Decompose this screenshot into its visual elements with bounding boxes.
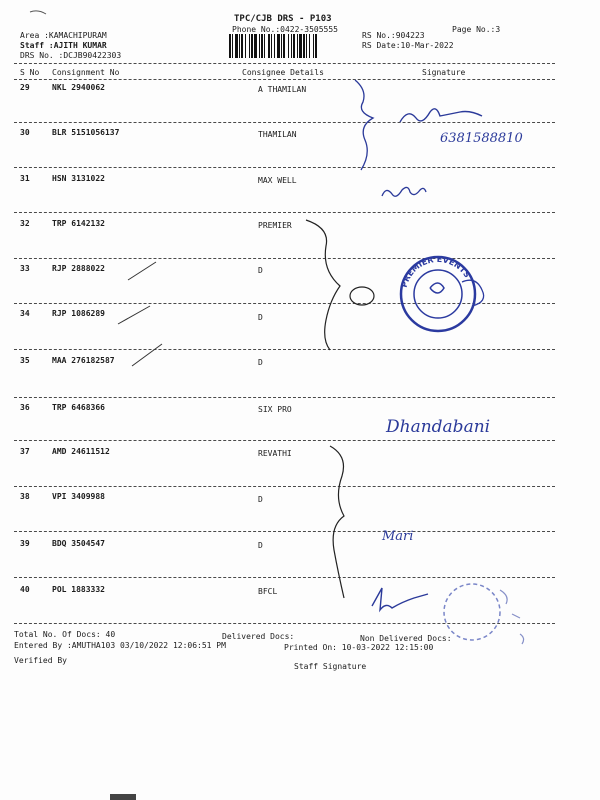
area-field: Area :KAMACHIPURAM [20,31,107,40]
brace-mark [330,446,344,598]
row-34-consignee: D [258,313,263,322]
row-33-consignee: D [258,266,263,275]
verified-by: Verified By [14,656,67,665]
rs-number: RS No.:904223 [362,31,425,40]
staff-field: Staff :AJITH KUMAR [20,41,107,50]
brace-mark [306,220,340,350]
row-32-consignee: PREMIER [258,221,292,230]
row-37-sno: 37 [20,447,30,456]
row-39-consignee: D [258,541,263,550]
scan-smudge [110,794,136,800]
handwritten-name-row-36: Dhandabani [386,417,491,437]
row-39-consignment: BDQ 3504547 [52,539,105,548]
column-consignment: Consignment No [52,68,120,77]
row-34-consignment: RJP 1086289 [52,309,105,318]
row-30-consignment: BLR 5151056137 [52,128,120,137]
row-34-sno: 34 [20,309,30,318]
row-36-consignee: SIX PRO [258,405,292,414]
rs-date: RS Date:10-Mar-2022 [362,41,454,50]
row-33-consignment: RJP 2888022 [52,264,105,273]
row-35-sno: 35 [20,356,30,365]
page-number: Page No.:3 [452,25,501,34]
non-delivered-docs: Non Delivered Docs: [360,634,452,643]
row-35-consignment: MAA 276182587 [52,356,115,365]
column-sno: S No [20,68,40,77]
phone-number: Phone No.:0422-3505555 [232,25,338,34]
company-stamp [400,255,484,331]
column-signature: Signature [422,68,466,77]
entered-by: Entered By :AMUTHA103 03/10/2022 12:06:51 PM [14,641,226,650]
document-title: TPC/CJB DRS - P103 [234,14,332,24]
row-33-sno: 33 [20,264,30,273]
row-30-sno: 30 [20,128,30,137]
row-38-sno: 38 [20,492,30,501]
row-30-consignee: THAMILAN [258,130,297,139]
row-36-consignment: TRP 6468366 [52,403,105,412]
brace-mark [355,80,373,170]
row-39-sno: 39 [20,539,30,548]
row-40-sno: 40 [20,585,30,594]
staff-signature-label: Staff Signature [294,662,367,671]
row-31-consignee: MAX WELL [258,176,297,185]
row-32-sno: 32 [20,219,30,228]
column-consignee: Consignee Details [242,68,324,77]
row-32-consignment: TRP 6142132 [52,219,105,228]
stamp-text: PREMIER EVENTS [399,254,472,289]
row-38-consignment: VPI 3409988 [52,492,105,501]
total-docs: Total No. Of Docs: 40 [14,630,116,639]
row-31-consignment: HSN 3131022 [52,174,105,183]
handwritten-name-row-39: Mari [382,529,414,544]
delivered-docs: Delivered Docs: [222,632,295,641]
drs-number: DRS No. :DCJB90422303 [20,51,122,60]
row-29-consignment: NKL 2940062 [52,83,105,92]
row-40-consignment: POL 1883332 [52,585,105,594]
signature-mark [382,187,426,196]
faint-stamp [444,584,500,640]
row-37-consignee: REVATHI [258,449,292,458]
handwritten-phone: 6381588810 [440,131,523,146]
row-35-consignee: D [258,358,263,367]
signature-mark [372,588,428,610]
printed-on: Printed On: 10-03-2022 12:15:00 [284,643,434,652]
row-29-consignee: A THAMILAN [258,85,307,94]
row-36-sno: 36 [20,403,30,412]
row-38-consignee: D [258,495,263,504]
signature-mark [400,109,482,122]
row-37-consignment: AMD 24611512 [52,447,110,456]
row-31-sno: 31 [20,174,30,183]
row-40-consignee: BFCL [258,587,278,596]
row-29-sno: 29 [20,83,30,92]
